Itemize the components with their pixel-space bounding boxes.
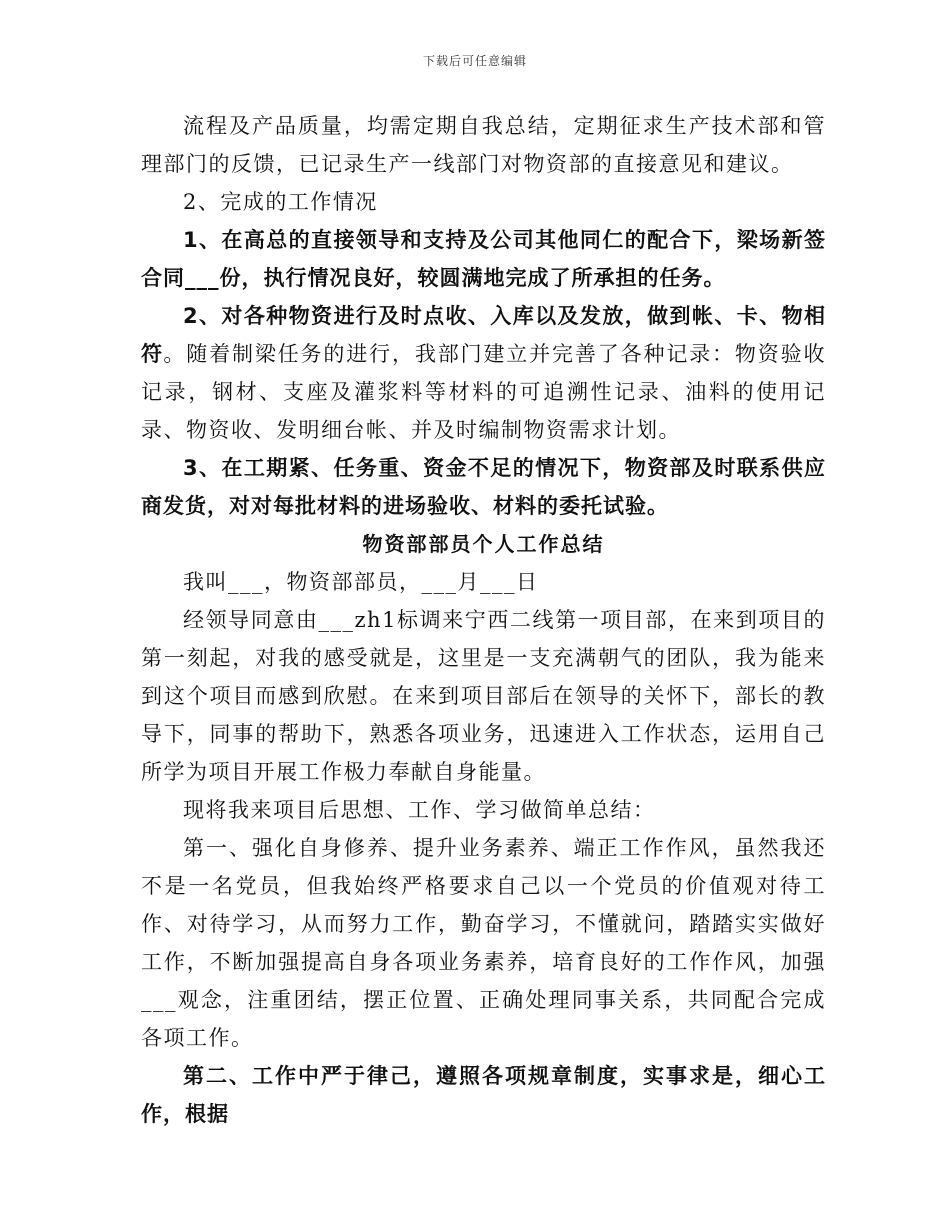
paragraph-contracts: 1、在高总的直接领导和支持及公司其他同仁的配合下，梁场新签合同___份，执行情况良好，较圆满地完成了所承担的任务。 (141, 228, 826, 290)
paragraph-point-two: 第二、工作中严于律己，遵照各项规章制度，实事求是，细心工作，根据 (141, 1064, 826, 1126)
paragraph-self-intro: 我叫___，物资部部员，___月___日 (183, 570, 539, 594)
paragraph-point-one: 第一、强化自身修养、提升业务素养、端正工作作风，虽然我还不是一名党员，但我始终严格要求自己以一个党员的价值观对待工作、对待学习，从而努力工作，勤奋学习，不懂就问，踏踏实实做好工作，不断加强提高自身各项业务素养，培育良好的工作作风，加强___观念，注重团结，摆正位置、正确处理同事关系，共同配合完成各项工作。 (141, 836, 826, 1050)
paragraph-materials-bold-lead: 2、对各种物资进行及时点收、入库以及发放，做到帐、卡、物相符 (141, 304, 826, 366)
document-body (141, 107, 826, 1133)
paragraph-process-quality: 流程及产品质量，均需定期自我总结，定期征求生产技术部和管理部门的反馈，已记录生产一线部门对物资部的直接意见和建议。 (141, 114, 826, 176)
section-heading-completed-work: 2、完成的工作情况 (183, 190, 378, 214)
paragraph-supplier-contact: 3、在工期紧、任务重、资金不足的情况下，物资部及时联系供应商发货，对对每批材料的进场验收、材料的委托试验。 (141, 456, 826, 518)
page-header-note: 下载后可任意编辑 (422, 54, 527, 68)
paragraph-summary-intro: 现将我来项目后思想、工作、学习做简单总结： (183, 798, 656, 822)
paragraph-transfer: 经领导同意由___zh1标调来宁西二线第一项目部，在来到项目的第一刻起，对我的感受就是，这里是一支充满朝气的团队，我为能来到这个项目而感到欣慰。在来到项目部后在领导的关怀下，部长的教导下，同事的帮助下，熟悉各项业务，迅速进入工作状态，运用自己所学为项目开展工作极力奉献自身能量。 (141, 608, 826, 784)
paragraph-materials-rest: 。随着制梁任务的进行，我部门建立并完善了各种记录：物资验收记录，钢材、支座及灌浆料等材料的可追溯性记录、油料的使用记录、物资收、发明细台帐、并及时编制物资需求计划。 (141, 342, 827, 442)
paragraph-materials-records (141, 297, 826, 449)
document-title: 物资部部员个人工作总结 (362, 532, 605, 556)
